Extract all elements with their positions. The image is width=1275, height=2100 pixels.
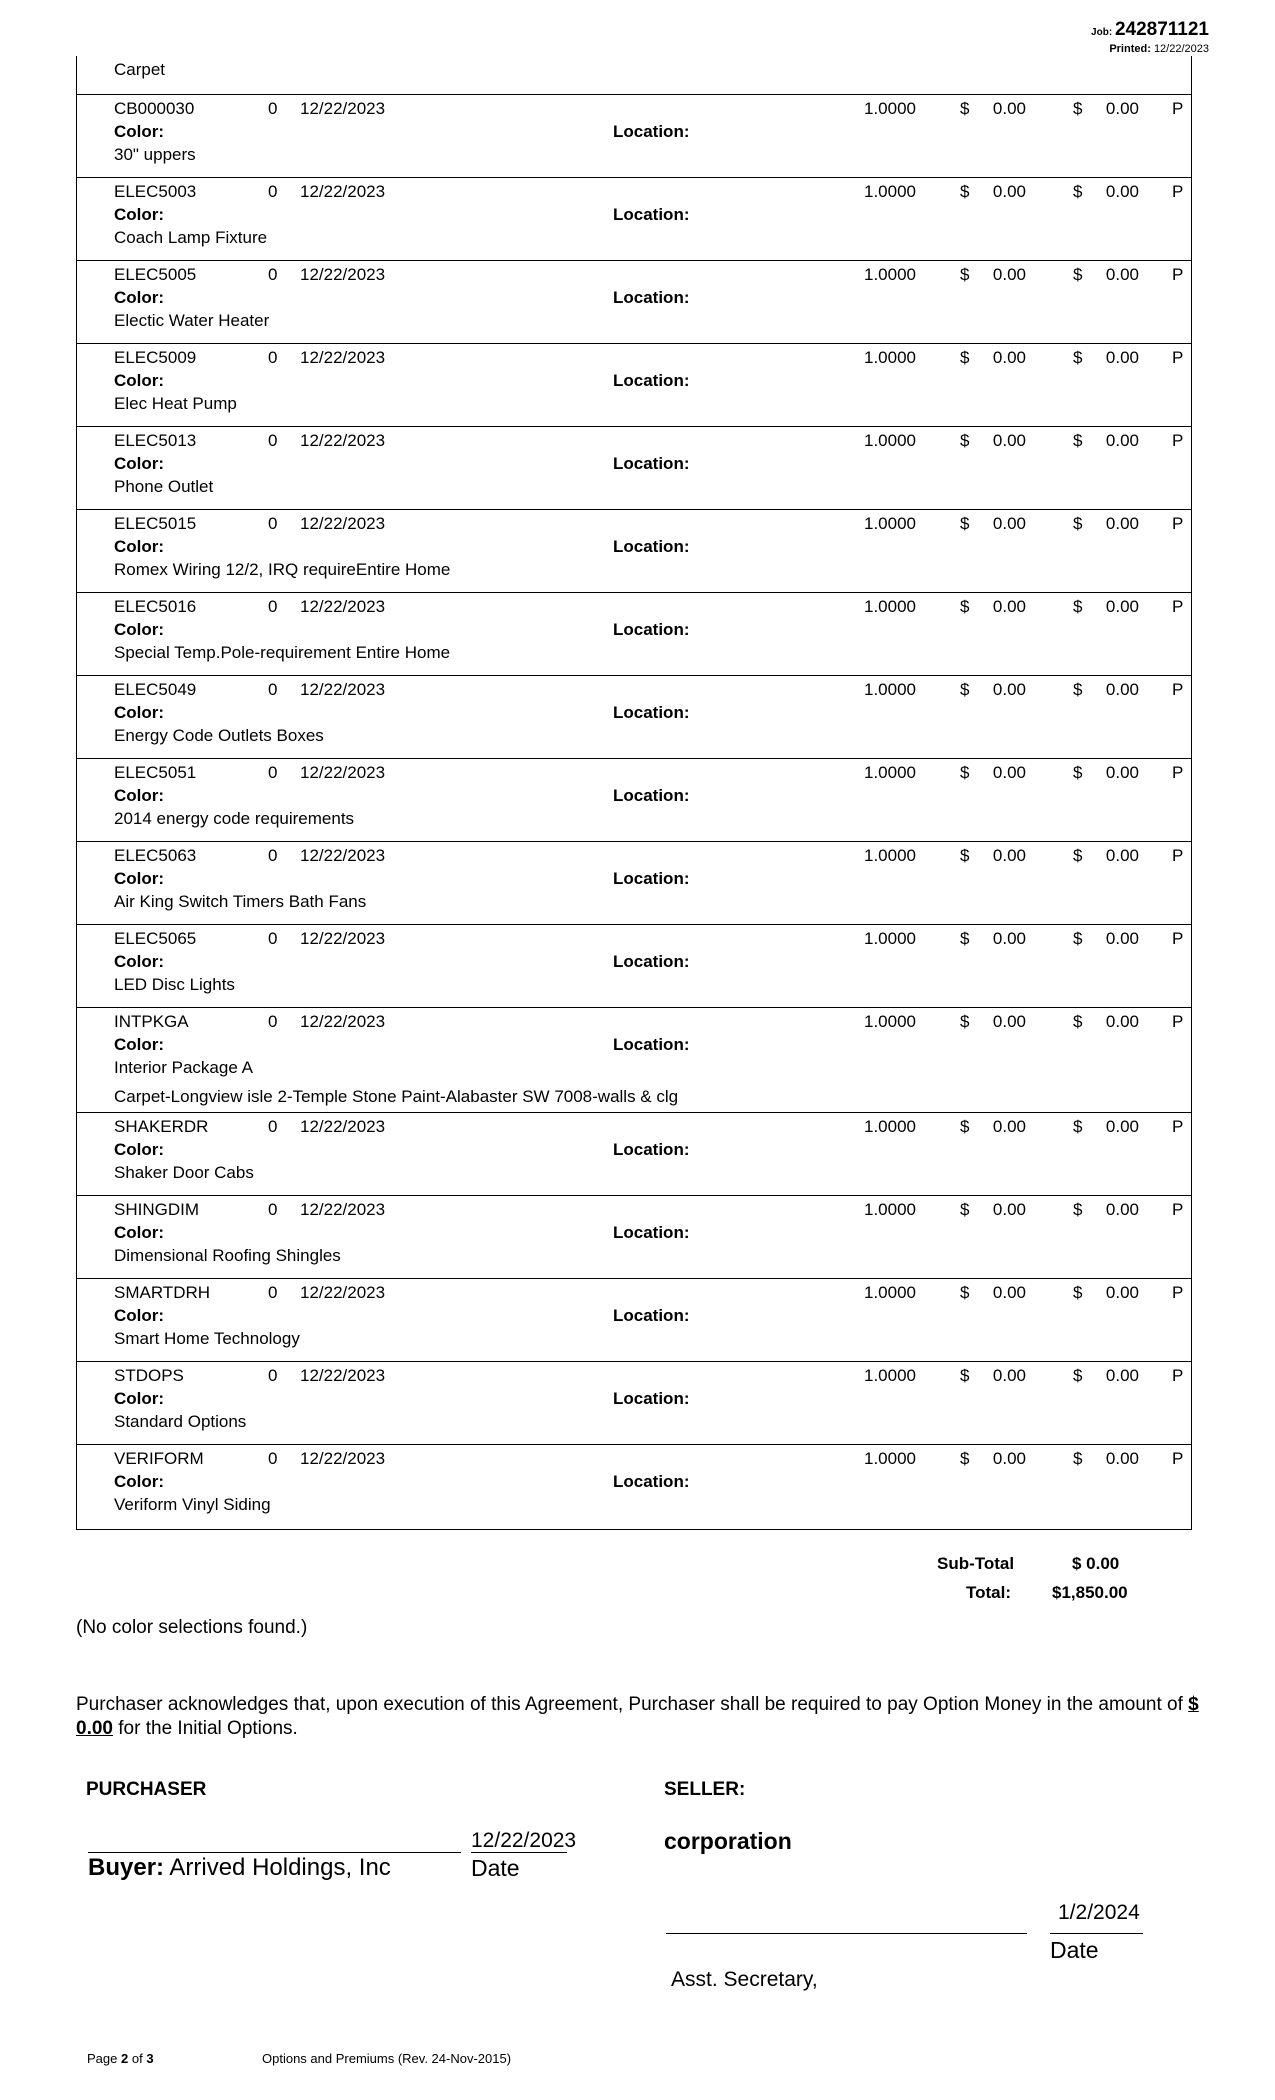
table-row: [77, 925, 1191, 1008]
currency-symbol: $: [960, 182, 970, 201]
item-date: 12/22/2023: [300, 846, 386, 865]
item-amount: 1.0000: [864, 1117, 916, 1136]
item-amount: 1.0000: [864, 182, 916, 201]
table-row: [77, 427, 1191, 510]
item-amount: 1.0000: [864, 763, 916, 782]
table-row: [77, 1008, 1191, 1113]
item-quantity: 0: [268, 763, 278, 782]
item-price: 0.00: [992, 514, 1026, 533]
printed-label: Printed:: [1109, 43, 1151, 55]
item-price: 0.00: [992, 1012, 1026, 1031]
options-table: [76, 56, 1192, 1530]
item-description: Interior Package A: [114, 1058, 253, 1077]
seller-signature-line: [666, 1933, 1027, 1934]
currency-symbol: $: [1073, 1200, 1083, 1219]
table-row: [77, 842, 1191, 925]
item-code: ELEC5049: [114, 680, 197, 699]
item-quantity: 0: [268, 265, 278, 284]
item-description: Romex Wiring 12/2, IRQ requireEntire Home: [114, 560, 451, 579]
item-amount: 1.0000: [864, 929, 916, 948]
item-amount: 1.0000: [864, 597, 916, 616]
total-label: Total:: [966, 1583, 1012, 1602]
item-description: Veriform Vinyl Siding: [114, 1495, 271, 1514]
item-code: VERIFORM: [114, 1449, 204, 1468]
job-label: Job:: [1091, 27, 1113, 38]
item-flag: P: [1172, 597, 1184, 616]
item-total: 0.00: [1105, 514, 1139, 533]
page-number: Page 2 of 3: [87, 2051, 154, 2066]
currency-symbol: $: [1073, 1449, 1083, 1468]
color-label: Color:: [114, 122, 165, 141]
table-row: [77, 1279, 1191, 1362]
item-amount: 1.0000: [864, 1449, 916, 1468]
item-quantity: 0: [268, 99, 278, 118]
currency-symbol: $: [1073, 763, 1083, 782]
table-row: [77, 759, 1191, 842]
color-label: Color:: [114, 454, 165, 473]
table-row: [77, 344, 1191, 427]
seller-title: Asst. Secretary,: [671, 1968, 818, 1991]
item-total: 0.00: [1105, 597, 1139, 616]
item-price: 0.00: [992, 99, 1026, 118]
item-amount: 1.0000: [864, 846, 916, 865]
table-row: [77, 261, 1191, 344]
item-description: Smart Home Technology: [114, 1329, 300, 1348]
currency-symbol: $: [1073, 265, 1083, 284]
item-flag: P: [1172, 1117, 1184, 1136]
item-code: SHAKERDR: [114, 1117, 209, 1136]
item-date: 12/22/2023: [300, 1200, 386, 1219]
item-quantity: 0: [268, 1012, 278, 1031]
acknowledgement: [76, 1693, 1216, 1741]
item-date: 12/22/2023: [300, 1012, 386, 1031]
item-date: 12/22/2023: [300, 514, 386, 533]
color-label: Color:: [114, 1306, 165, 1325]
item-code: ELEC5065: [114, 929, 197, 948]
color-label: Color:: [114, 620, 165, 639]
currency-symbol: $: [960, 597, 970, 616]
item-description: Energy Code Outlets Boxes: [114, 726, 324, 745]
currency-symbol: $: [960, 846, 970, 865]
location-label: Location:: [613, 703, 690, 722]
currency-symbol: $: [1073, 929, 1083, 948]
item-flag: P: [1172, 1283, 1184, 1302]
subtotal-value: $ 0.00: [1072, 1554, 1120, 1573]
item-date: 12/22/2023: [300, 1283, 386, 1302]
table-row: [77, 593, 1191, 676]
color-label: Color:: [114, 537, 165, 556]
currency-symbol: $: [960, 1366, 970, 1385]
item-total: 0.00: [1105, 265, 1139, 284]
item-date: 12/22/2023: [300, 763, 386, 782]
item-amount: 1.0000: [864, 1366, 916, 1385]
item-code: ELEC5009: [114, 348, 197, 367]
item-total: 0.00: [1105, 680, 1139, 699]
currency-symbol: $: [1073, 1283, 1083, 1302]
currency-symbol: $: [1073, 846, 1083, 865]
ack-amount: $ 0.00: [76, 1694, 1199, 1739]
item-description: Shaker Door Cabs: [114, 1163, 254, 1182]
currency-symbol: $: [1073, 1366, 1083, 1385]
item-amount: 1.0000: [864, 348, 916, 367]
color-label: Color:: [114, 1035, 165, 1054]
carry-over-text: Carpet: [114, 60, 166, 79]
item-amount: 1.0000: [864, 680, 916, 699]
item-code: ELEC5016: [114, 597, 197, 616]
currency-symbol: $: [960, 348, 970, 367]
item-flag: P: [1172, 1366, 1184, 1385]
item-flag: P: [1172, 1449, 1184, 1468]
currency-symbol: $: [960, 265, 970, 284]
currency-symbol: $: [1073, 1117, 1083, 1136]
color-label: Color:: [114, 1140, 165, 1159]
item-date: 12/22/2023: [300, 929, 386, 948]
item-total: 0.00: [1105, 1449, 1139, 1468]
item-description: 2014 energy code requirements: [114, 809, 355, 828]
item-price: 0.00: [992, 1449, 1026, 1468]
item-total: 0.00: [1105, 1012, 1139, 1031]
item-description: Phone Outlet: [114, 477, 214, 496]
item-date: 12/22/2023: [300, 1449, 386, 1468]
color-label: Color:: [114, 371, 165, 390]
item-amount: 1.0000: [864, 431, 916, 450]
item-quantity: 0: [268, 1449, 278, 1468]
currency-symbol: $: [1073, 99, 1083, 118]
buyer-date: 12/22/2023: [471, 1829, 577, 1852]
currency-symbol: $: [960, 1283, 970, 1302]
no-color-note: (No color selections found.): [76, 1617, 308, 1638]
item-description: Special Temp.Pole-requirement Entire Home: [114, 643, 451, 662]
location-label: Location:: [613, 205, 690, 224]
item-flag: P: [1172, 846, 1184, 865]
buyer-line: [88, 1854, 391, 1882]
item-price: 0.00: [992, 1200, 1026, 1219]
item-code: ELEC5051: [114, 763, 197, 782]
buyer-date-label: Date: [471, 1855, 520, 1881]
location-label: Location:: [613, 620, 690, 639]
currency-symbol: $: [1073, 597, 1083, 616]
item-date: 12/22/2023: [300, 680, 386, 699]
color-label: Color:: [114, 1223, 165, 1242]
location-label: Location:: [613, 1472, 690, 1491]
item-description: Air King Switch Timers Bath Fans: [114, 892, 367, 911]
item-price: 0.00: [992, 1283, 1026, 1302]
color-label: Color:: [114, 869, 165, 888]
color-label: Color:: [114, 786, 165, 805]
ack-suffix: for the Initial Options.: [118, 1718, 298, 1739]
item-quantity: 0: [268, 929, 278, 948]
item-amount: 1.0000: [864, 99, 916, 118]
currency-symbol: $: [960, 431, 970, 450]
item-code: ELEC5015: [114, 514, 197, 533]
table-row: [77, 1445, 1191, 1529]
currency-symbol: $: [1073, 431, 1083, 450]
currency-symbol: $: [960, 99, 970, 118]
item-code: ELEC5003: [114, 182, 197, 201]
location-label: Location:: [613, 122, 690, 141]
item-date: 12/22/2023: [300, 348, 386, 367]
location-label: Location:: [613, 1389, 690, 1408]
item-total: 0.00: [1105, 929, 1139, 948]
subtotal-label: Sub-Total: [937, 1554, 1015, 1573]
item-price: 0.00: [992, 680, 1026, 699]
item-quantity: 0: [268, 348, 278, 367]
item-date: 12/22/2023: [300, 1366, 386, 1385]
item-total: 0.00: [1105, 1200, 1139, 1219]
color-label: Color:: [114, 1389, 165, 1408]
location-label: Location:: [613, 786, 690, 805]
item-total: 0.00: [1105, 348, 1139, 367]
currency-symbol: $: [1073, 680, 1083, 699]
item-flag: P: [1172, 265, 1184, 284]
item-amount: 1.0000: [864, 1200, 916, 1219]
item-total: 0.00: [1105, 1366, 1139, 1385]
currency-symbol: $: [960, 1200, 970, 1219]
purchaser-heading: PURCHASER: [86, 1779, 207, 1800]
seller-date: 1/2/2024: [1058, 1901, 1140, 1924]
item-quantity: 0: [268, 1366, 278, 1385]
color-label: Color:: [114, 952, 165, 971]
table-row: [77, 1196, 1191, 1279]
item-code: SHINGDIM: [114, 1200, 199, 1219]
currency-symbol: $: [960, 680, 970, 699]
item-flag: P: [1172, 182, 1184, 201]
item-date: 12/22/2023: [300, 182, 386, 201]
table-row: [77, 676, 1191, 759]
item-price: 0.00: [992, 348, 1026, 367]
item-code: INTPKGA: [114, 1012, 189, 1031]
item-code: SMARTDRH: [114, 1283, 211, 1302]
seller-heading: SELLER:: [664, 1779, 746, 1800]
table-row: [77, 1362, 1191, 1445]
table-row: [77, 95, 1191, 178]
currency-symbol: $: [1073, 348, 1083, 367]
item-description: Coach Lamp Fixture: [114, 228, 268, 247]
item-total: 0.00: [1105, 846, 1139, 865]
form-name: Options and Premiums (Rev. 24-Nov-2015): [262, 2051, 512, 2066]
item-total: 0.00: [1105, 182, 1139, 201]
item-flag: P: [1172, 763, 1184, 782]
item-quantity: 0: [268, 1117, 278, 1136]
item-price: 0.00: [992, 1366, 1026, 1385]
currency-symbol: $: [960, 763, 970, 782]
item-price: 0.00: [992, 597, 1026, 616]
item-description: LED Disc Lights: [114, 975, 235, 994]
buyer-signature-line: [88, 1852, 461, 1853]
job-number: 242871121: [1114, 19, 1209, 40]
item-flag: P: [1172, 1200, 1184, 1219]
location-label: Location:: [613, 288, 690, 307]
currency-symbol: $: [960, 514, 970, 533]
currency-symbol: $: [960, 929, 970, 948]
item-date: 12/22/2023: [300, 265, 386, 284]
item-price: 0.00: [992, 1117, 1026, 1136]
color-label: Color:: [114, 703, 165, 722]
location-label: Location:: [613, 952, 690, 971]
item-code: ELEC5063: [114, 846, 197, 865]
location-label: Location:: [613, 1223, 690, 1242]
buyer-date-line: [471, 1852, 567, 1853]
currency-symbol: $: [960, 1117, 970, 1136]
item-price: 0.00: [992, 763, 1026, 782]
currency-symbol: $: [960, 1012, 970, 1031]
item-code: STDOPS: [114, 1366, 184, 1385]
printed-date: 12/22/2023: [1153, 43, 1209, 55]
seller-date-line: [1050, 1933, 1143, 1934]
item-amount: 1.0000: [864, 1283, 916, 1302]
printed-line: [1091, 43, 1209, 55]
item-amount: 1.0000: [864, 514, 916, 533]
color-label: Color:: [114, 288, 165, 307]
item-description: Electic Water Heater: [114, 311, 270, 330]
item-flag: P: [1172, 1012, 1184, 1031]
item-quantity: 0: [268, 1283, 278, 1302]
item-flag: P: [1172, 680, 1184, 699]
ack-text: Purchaser acknowledges that, upon execution of this Agreement, Purchaser shall be required to pay Option Money in the amount of: [76, 1694, 1183, 1715]
location-label: Location:: [613, 371, 690, 390]
job-header: [1091, 20, 1209, 55]
item-description: Standard Options: [114, 1412, 247, 1431]
location-label: Location:: [613, 1035, 690, 1054]
seller-corporation: corporation: [664, 1828, 792, 1854]
item-extra-note: Carpet-Longview isle 2-Temple Stone Paint-Alabaster SW 7008-walls & clg: [114, 1087, 679, 1106]
location-label: Location:: [613, 454, 690, 473]
carry-over-row: [77, 56, 1191, 95]
item-quantity: 0: [268, 514, 278, 533]
location-label: Location:: [613, 1140, 690, 1159]
seller-date-label: Date: [1050, 1937, 1099, 1963]
item-total: 0.00: [1105, 763, 1139, 782]
location-label: Location:: [613, 1306, 690, 1325]
item-quantity: 0: [268, 680, 278, 699]
location-label: Location:: [613, 537, 690, 556]
item-total: 0.00: [1105, 1117, 1139, 1136]
job-line: [1091, 20, 1209, 43]
item-date: 12/22/2023: [300, 1117, 386, 1136]
location-label: Location:: [613, 869, 690, 888]
item-flag: P: [1172, 431, 1184, 450]
item-flag: P: [1172, 514, 1184, 533]
item-price: 0.00: [992, 431, 1026, 450]
buyer-name: Arrived Holdings, Inc: [169, 1854, 391, 1881]
table-row: [77, 510, 1191, 593]
item-date: 12/22/2023: [300, 99, 386, 118]
item-amount: 1.0000: [864, 1012, 916, 1031]
item-total: 0.00: [1105, 99, 1139, 118]
currency-symbol: $: [1073, 182, 1083, 201]
item-date: 12/22/2023: [300, 597, 386, 616]
item-flag: P: [1172, 348, 1184, 367]
item-code: ELEC5005: [114, 265, 197, 284]
item-date: 12/22/2023: [300, 431, 386, 450]
item-description: 30" uppers: [114, 145, 196, 164]
item-quantity: 0: [268, 431, 278, 450]
color-label: Color:: [114, 205, 165, 224]
item-description: Dimensional Roofing Shingles: [114, 1246, 341, 1265]
item-code: ELEC5013: [114, 431, 197, 450]
color-label: Color:: [114, 1472, 165, 1491]
item-flag: P: [1172, 99, 1184, 118]
item-quantity: 0: [268, 597, 278, 616]
buyer-label: Buyer:: [88, 1854, 165, 1881]
total-value: $1,850.00: [1052, 1583, 1128, 1602]
item-amount: 1.0000: [864, 265, 916, 284]
item-price: 0.00: [992, 846, 1026, 865]
item-total: 0.00: [1105, 431, 1139, 450]
item-flag: P: [1172, 929, 1184, 948]
currency-symbol: $: [960, 1449, 970, 1468]
item-total: 0.00: [1105, 1283, 1139, 1302]
item-quantity: 0: [268, 1200, 278, 1219]
currency-symbol: $: [1073, 1012, 1083, 1031]
table-row: [77, 1113, 1191, 1196]
item-description: Elec Heat Pump: [114, 394, 237, 413]
item-quantity: 0: [268, 846, 278, 865]
item-price: 0.00: [992, 929, 1026, 948]
currency-symbol: $: [1073, 514, 1083, 533]
item-quantity: 0: [268, 182, 278, 201]
table-row: [77, 178, 1191, 261]
item-price: 0.00: [992, 182, 1026, 201]
item-code: CB000030: [114, 99, 195, 118]
item-price: 0.00: [992, 265, 1026, 284]
